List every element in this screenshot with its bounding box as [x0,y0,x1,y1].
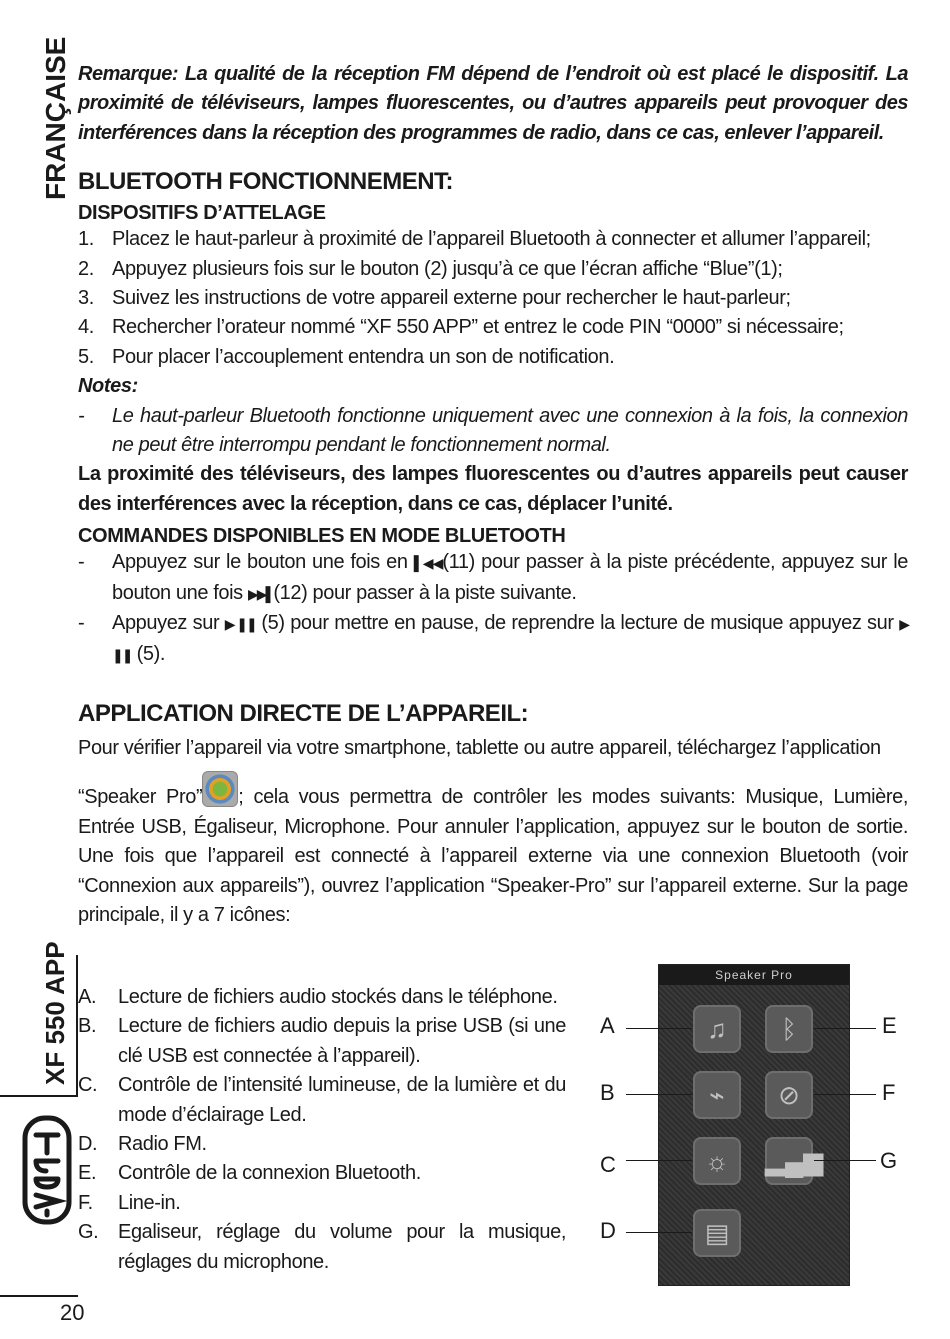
callout-d: D [600,1218,616,1243]
list-item: 3. Suivez les instructions de votre appareil externe pour rechercher le haut-parleur; [78,287,791,310]
callout-line [626,1160,692,1161]
next-track-icon: ▶▶▌ [247,585,274,602]
app-screen-title: Speaker Pro [659,965,849,985]
list-item: C. Contrôle de l’intensité lumineuse, de la lumière et du mode d’éclairage Led. [78,1074,566,1126]
light-icon: ☼ [693,1137,741,1185]
command-item: - Appuyez sur ▶ ❚❚ (5) pour mettre en pause, de reprendre la lecture de musique appuyez sur ▶ ❚❚ (5). [78,612,908,665]
callout-line [814,1094,876,1095]
list-item: F. Line-in. [78,1191,181,1214]
callout-f: F [882,1080,896,1105]
callout-e: E [882,1013,897,1038]
callout-line [626,1232,692,1233]
play-pause-icon: ▶ ❚❚ [112,616,908,663]
list-item: 1. Placez le haut-parleur à proximité de l’appareil Bluetooth à connecter et allumer l’appareil; [78,228,871,251]
callout-line [814,1028,876,1029]
callout-c: C [600,1152,616,1177]
line-in-icon: ⊘ [765,1071,813,1119]
app-heading: APPLICATION DIRECTE DE L’APPAREIL: [78,699,529,727]
play-pause-icon: ▶ ❚❚ [224,616,256,633]
app-paragraph-2: “Speaker Pro” ; cela vous permettra de contrôler les modes suivants: Musique, Lumière, Entrée USB, Égaliseur, Microphone. Pour annuler l’application, appuyez sur le bouton de sortie. Une fois que l’appareil est connecté à l’appareil externe via une connexion Bluetooth (voir “Connexion aux appareils”), ouvrez l’application “Speaker-Pro” sur l’appareil externe. Sur la page principale, il y a 7 icônes: [78,771,908,930]
speaker-pro-app-icon [202,771,238,807]
callout-a: A [600,1013,615,1038]
music-icon: ♫ [693,1005,741,1053]
fm-remark: Remarque: La qualité de la réception FM dépend de l’endroit où est placé le dispositif. La proximité de téléviseurs, lampes fluorescentes, ou d’autres appareils peut provoquer des interférences dans la réception des programmes de radio, dans ce cas, enlever l’appareil. [78,63,908,144]
list-item: 4. Rechercher l’orateur nommé “XF 550 APP” et entrez le code PIN “0000” si nécessaire; [78,316,844,339]
notes-label: Notes: [78,375,138,398]
bottom-rule [0,1295,78,1297]
app-paragraph-1: Pour vérifier l’appareil via votre smartphone, tablette ou autre appareil, téléchargez l’application [78,736,881,759]
usb-icon: ⌁ [693,1071,741,1119]
list-item: A. Lecture de fichiers audio stockés dans le téléphone. [78,986,558,1008]
list-item: 2. Appuyez plusieurs fois sur le bouton (2) jusqu’à ce que l’écran affiche “Blue”(1); [78,257,783,280]
side-rule [0,1095,78,1097]
commands-subheading: COMMANDES DISPONIBLES EN MODE BLUETOOTH [78,525,566,548]
callout-line [626,1028,692,1029]
radio-icon: ▤ [693,1209,741,1257]
list-item: G. Egaliseur, réglage du volume pour la musique, réglages du microphone. [78,1221,566,1273]
list-item: E. Contrôle de la connexion Bluetooth. [78,1162,421,1185]
pairing-steps [78,225,908,372]
icon-list [78,983,566,1277]
trevi-logo [22,1115,72,1225]
app-screen-illustration [658,964,850,1286]
language-tab: FRANÇAISE [40,36,71,200]
list-item: D. Radio FM. [78,1133,207,1156]
page-number: 20 [60,1300,85,1325]
note-item: - Le haut-parleur Bluetooth fonctionne uniquement avec une connexion à la fois, la connexion ne peut être interrompu pendant le fonctionnement normal. [78,404,908,457]
command-item: - Appuyez sur le bouton une fois en ▌◀◀(11) pour passer à la piste précédente, appuyez sur le bouton une fois ▶▶▌(12) pour passer à la piste suivante. [78,551,908,604]
callout-line [814,1160,876,1161]
callout-b: B [600,1080,615,1105]
callout-g: G [880,1148,898,1173]
list-item: B. Lecture de fichiers audio depuis la prise USB (si une clé USB est connectée à l’appareil). [78,1015,566,1067]
bluetooth-icon: ᛒ [765,1005,813,1053]
equalizer-icon: ▂▄▆ [765,1137,813,1185]
pairing-subheading: DISPOSITIFS D’ATTELAGE [78,202,326,225]
list-item: 5. Pour placer l’accouplement entendra un son de notification. [78,345,615,368]
interference-warning: La proximité des téléviseurs, des lampes fluorescentes ou d’autres appareils peut causer des interférences avec la réception, dans ce cas, déplacer l’unité. [78,463,908,515]
previous-track-icon: ▌◀◀ [413,555,443,572]
callout-line [626,1094,692,1095]
bluetooth-heading: BLUETOOTH FONCTIONNEMENT: [78,168,454,196]
main-content [78,60,908,930]
model-tab: XF 550 APP [40,941,70,1085]
